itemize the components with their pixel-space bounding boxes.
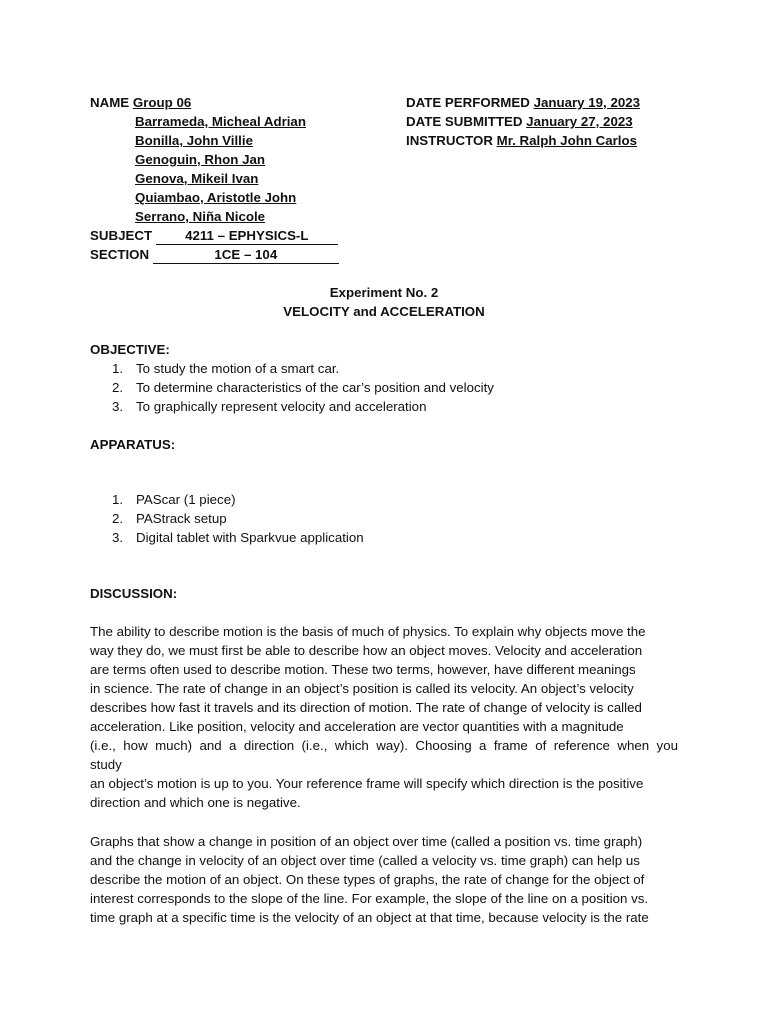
list-text: PAStrack setup: [136, 511, 227, 526]
paragraph-line: study: [90, 757, 122, 772]
paragraph-line: are terms often used to describe motion. These two terms, however, have different meanings: [90, 662, 636, 677]
date-performed-value: January 19, 2023: [533, 95, 641, 110]
paragraph-line: acceleration. Like position, velocity and acceleration are vector quantities with a magnitude: [90, 719, 624, 734]
instructor-row: [406, 131, 706, 150]
member-name: Bonilla, John Villie: [135, 133, 253, 148]
name-row: [90, 93, 390, 112]
section-value: 1CE – 104: [153, 246, 339, 264]
header-left: [90, 93, 390, 264]
subject-value: 4211 – EPHYSICS-L: [156, 227, 338, 245]
paragraph-line: in science. The rate of change in an object’s position is called its velocity. An object’s velocity: [90, 681, 634, 696]
paragraph-line: way they do, we must first be able to describe how an object moves. Velocity and acceleration: [90, 643, 643, 658]
list-text: To study the motion of a smart car.: [136, 361, 340, 376]
paragraph-line: (i.e., how much) and a direction (i.e., which way). Choosing a frame of reference when you: [90, 738, 678, 753]
date-performed-row: [406, 93, 706, 112]
apparatus-item: [112, 528, 364, 547]
member-name: Genoguin, Rhon Jan: [135, 152, 266, 167]
paragraph-line: describes how fast it travels and its direction of motion. The rate of change of velocity is called: [90, 700, 642, 715]
list-text: Digital tablet with Sparkvue application: [136, 530, 364, 545]
objective-item: [112, 378, 494, 397]
apparatus-item: [112, 509, 364, 528]
apparatus-item: [112, 490, 364, 509]
date-submitted-value: January 27, 2023: [526, 114, 633, 129]
name-label: NAME: [90, 95, 130, 110]
date-submitted-row: [406, 112, 706, 131]
group-name: Group 06: [132, 95, 192, 110]
header-right: [406, 93, 706, 150]
list-number: 1.: [112, 492, 124, 507]
experiment-title: VELOCITY and ACCELERATION: [283, 304, 485, 319]
list-text: To graphically represent velocity and acceleration: [136, 399, 427, 414]
paragraph-line: Graphs that show a change in position of an object over time (called a position vs. time graph): [90, 834, 643, 849]
paragraph-line: and the change in velocity of an object over time (called a velocity vs. time graph) can help us: [90, 853, 640, 868]
instructor-label: INSTRUCTOR: [406, 133, 493, 148]
member-list: [90, 112, 390, 226]
subject-row: [90, 226, 390, 245]
list-number: 3.: [112, 399, 124, 414]
member-name: Serrano, Niña Nicole: [135, 209, 266, 224]
member-name: Genova, Mikeil Ivan: [135, 171, 259, 186]
title-block: [0, 283, 768, 321]
objective-item: [112, 397, 494, 416]
paragraph-line: time graph at a specific time is the velocity of an object at that time, because velocity is the rate: [90, 910, 649, 925]
list-number: 2.: [112, 511, 124, 526]
member-name: Quiambao, Aristotle John: [135, 190, 297, 205]
date-submitted-label: DATE SUBMITTED: [406, 114, 523, 129]
discussion-paragraph-1: [90, 622, 678, 812]
list-text: PAScar (1 piece): [136, 492, 236, 507]
paragraph-line: describe the motion of an object. On these types of graphs, the rate of change for the object of: [90, 872, 645, 887]
paragraph-line: direction and which one is negative.: [90, 795, 301, 810]
experiment-number: Experiment No. 2: [329, 285, 439, 300]
apparatus-heading: APPARATUS:: [90, 437, 176, 452]
objective-item: [112, 359, 494, 378]
subject-label: SUBJECT: [90, 228, 153, 243]
list-text: To determine characteristics of the car’s position and velocity: [136, 380, 494, 395]
member-name: Barrameda, Micheal Adrian: [135, 114, 306, 129]
apparatus-list: [112, 490, 364, 547]
discussion-paragraph-2: [90, 832, 678, 927]
objective-list: [112, 359, 494, 416]
paragraph-line: interest corresponds to the slope of the line. For example, the slope of the line on a position vs.: [90, 891, 649, 906]
date-performed-label: DATE PERFORMED: [406, 95, 530, 110]
paragraph-line: The ability to describe motion is the basis of much of physics. To explain why objects move the: [90, 624, 646, 639]
section-label: SECTION: [90, 247, 150, 262]
list-number: 2.: [112, 380, 124, 395]
instructor-value: Mr. Ralph John Carlos: [496, 133, 638, 148]
list-number: 3.: [112, 530, 124, 545]
objective-heading: OBJECTIVE:: [90, 342, 170, 357]
paragraph-line: an object’s motion is up to you. Your reference frame will specify which direction is the positive: [90, 776, 644, 791]
discussion-heading: DISCUSSION:: [90, 586, 178, 601]
list-number: 1.: [112, 361, 124, 376]
section-row: [90, 245, 390, 264]
